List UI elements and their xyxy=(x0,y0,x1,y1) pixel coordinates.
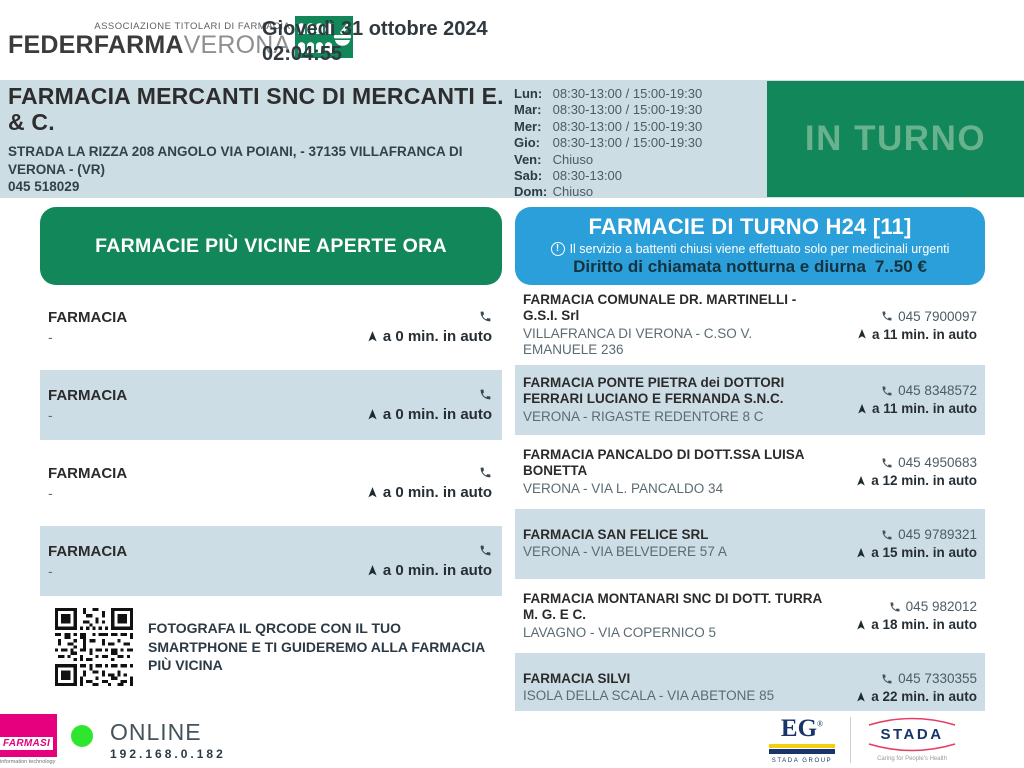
footer xyxy=(0,711,1024,768)
nearest-name: FARMACIA xyxy=(48,465,128,482)
duty-name: FARMACIA PONTE PIETRA dei DOTTORI FERRARI LUCIANO E FERNANDA S.N.C. xyxy=(523,374,785,407)
duty-address: LAVAGNO - VIA COPERNICO 5 xyxy=(523,624,717,640)
stada-logo xyxy=(866,717,958,762)
duty-phone-number: 045 4950683 xyxy=(898,455,977,471)
duty-address: VERONA - RIGASTE REDENTORE 8 C xyxy=(523,408,764,424)
day-times: 08:30-13:00 / 15:00-19:30 xyxy=(552,118,703,134)
stada-wordmark: STADA xyxy=(880,726,944,743)
day-label: Dom: xyxy=(514,184,548,200)
navigation-icon xyxy=(856,403,868,415)
duty-row xyxy=(515,437,985,507)
logo-tagline: ASSOCIAZIONE TITOLARI DI FARMACIA xyxy=(94,20,291,32)
drive-time: a 11 min. in auto xyxy=(871,401,977,417)
drive-time: a 11 min. in auto xyxy=(871,326,977,342)
nearest-name: FARMACIA xyxy=(48,387,128,404)
phone-icon xyxy=(881,385,893,397)
nearest-name: FARMACIA xyxy=(48,309,128,326)
drive-time: a 15 min. in auto xyxy=(871,545,977,561)
navigation-icon xyxy=(856,328,868,340)
pharmacy-phone: 045 518029 xyxy=(8,179,80,195)
stada-arc-top-icon xyxy=(866,717,958,726)
phone-icon xyxy=(881,673,893,685)
duty-name: FARMACIA MONTANARI SNC DI DOTT. TURRA M. G. E C. xyxy=(523,590,822,623)
navigation-icon xyxy=(855,475,867,487)
qr-section xyxy=(40,608,502,686)
eg-blue-bar xyxy=(769,749,835,754)
duty-row xyxy=(515,288,985,363)
duty-row xyxy=(515,581,985,651)
duty-row xyxy=(515,509,985,579)
nearest-panel xyxy=(40,207,502,686)
nearest-address: - xyxy=(48,563,53,579)
logo-brand xyxy=(8,32,290,58)
nearest-row xyxy=(40,292,502,362)
farmasi-wordmark: FARMASI xyxy=(2,738,51,749)
logo-divider xyxy=(850,717,851,763)
duty-phone-number: 045 7900097 xyxy=(898,308,977,324)
hours-row xyxy=(514,86,702,102)
day-times: 08:30-13:00 xyxy=(552,167,623,183)
hours-row xyxy=(514,168,702,184)
day-times: 08:30-13:00 / 15:00-19:30 xyxy=(552,102,703,118)
farmasi-logo-box xyxy=(0,714,57,757)
duty-panel xyxy=(515,207,985,725)
stada-tagline: Caring for People's Health xyxy=(877,756,947,762)
duty-notice xyxy=(551,242,950,256)
phone-icon xyxy=(881,310,893,322)
duty-name: FARMACIA SILVI xyxy=(523,670,631,686)
eg-subtitle: STADA GROUP xyxy=(771,757,833,764)
duty-row xyxy=(515,365,985,435)
status-badge xyxy=(767,81,1024,197)
duty-name: FARMACIA SAN FELICE SRL xyxy=(523,526,709,542)
day-times: Chiuso xyxy=(552,151,594,167)
nearest-address: - xyxy=(48,329,53,345)
eg-logo xyxy=(769,716,835,764)
phone-icon xyxy=(479,310,492,323)
brand-logos xyxy=(769,716,958,764)
duty-name: FARMACIA PANCALDO DI DOTT.SSA LUISA BONETTA xyxy=(523,446,804,479)
duty-address: VERONA - VIA L. PANCALDO 34 xyxy=(523,480,724,496)
drive-time: a 0 min. in auto xyxy=(382,561,492,579)
duty-name: FARMACIA COMUNALE DR. MARTINELLI - G.S.I. Srl xyxy=(523,292,797,324)
drive-time: a 0 min. in auto xyxy=(382,405,492,423)
day-label: Ven: xyxy=(514,151,542,167)
nearest-row xyxy=(40,370,502,440)
eg-wordmark: EG xyxy=(780,714,818,742)
pharmacy-info-band xyxy=(0,80,1024,198)
phone-icon xyxy=(479,388,492,401)
navigation-icon xyxy=(855,547,867,559)
qr-code xyxy=(55,608,133,686)
connection-status xyxy=(110,719,226,761)
stada-arc-bottom-icon xyxy=(866,743,958,752)
drive-time: a 12 min. in auto xyxy=(871,473,977,489)
day-label: Gio: xyxy=(514,135,540,151)
navigation-icon xyxy=(366,564,379,577)
nearest-name: FARMACIA xyxy=(48,543,128,560)
phone-icon xyxy=(889,601,901,613)
duty-fee-label: Diritto di chiamata notturna e diurna xyxy=(573,256,866,276)
qr-caption: FOTOGRAFA IL QRCODE CON IL TUO SMARTPHONE E TI GUIDEREMO ALLA FARMACIA PIÙ VICINA xyxy=(148,619,485,674)
duty-panel-title: FARMACIE DI TURNO H24 [11] xyxy=(588,214,912,240)
nearest-address: - xyxy=(48,485,53,501)
drive-time: a 0 min. in auto xyxy=(382,483,492,501)
ip-address: 192.168.0.182 xyxy=(110,746,226,761)
nearest-row xyxy=(40,448,502,518)
drive-time: a 22 min. in auto xyxy=(871,689,977,705)
online-status: ONLINE xyxy=(110,718,202,745)
phone-icon xyxy=(479,466,492,479)
farmasi-tagline: information technology xyxy=(0,759,56,765)
day-times: 08:30-13:00 / 15:00-19:30 xyxy=(552,86,703,101)
day-label: Mar: xyxy=(514,102,542,118)
eg-yellow-bar xyxy=(769,744,835,748)
header xyxy=(0,0,1024,80)
nearest-row xyxy=(40,526,502,596)
hours-row xyxy=(514,184,702,200)
nearest-panel-title: FARMACIE PIÙ VICINE APERTE ORA xyxy=(95,234,447,257)
time-text: 02:04:55 xyxy=(262,43,343,65)
opening-hours xyxy=(514,86,702,201)
duty-panel-header xyxy=(515,207,985,285)
navigation-icon xyxy=(855,691,867,703)
logo-brand-light: VERONA xyxy=(183,30,291,59)
duty-phone-number: 045 8348572 xyxy=(898,383,977,399)
day-times: 08:30-13:00 / 15:00-19:30 xyxy=(552,135,703,151)
logo-brand-bold: FEDERFARMA xyxy=(8,30,184,59)
nearest-address: - xyxy=(48,407,53,423)
duty-fee-amount: 7..50 € xyxy=(874,256,927,276)
duty-address: ISOLA DELLA SCALA - VIA ABETONE 85 xyxy=(523,688,775,704)
duty-fee xyxy=(573,257,927,277)
duty-notice-text: Il servizio a battenti chiusi viene effettuato solo per medicinali urgenti xyxy=(569,241,950,256)
navigation-icon xyxy=(366,330,379,343)
alert-icon: ! xyxy=(551,242,565,256)
navigation-icon xyxy=(366,408,379,421)
phone-icon xyxy=(479,544,492,557)
navigation-icon xyxy=(366,486,379,499)
phone-icon xyxy=(881,457,893,469)
day-label: Lun: xyxy=(514,86,543,101)
online-indicator-dot xyxy=(71,725,93,747)
status-text: IN TURNO xyxy=(804,119,987,158)
day-label: Mer: xyxy=(514,118,542,134)
duty-phone-number: 045 982012 xyxy=(905,599,977,615)
drive-time: a 18 min. in auto xyxy=(871,617,977,633)
duty-address: VERONA - VIA BELVEDERE 57 A xyxy=(523,544,727,560)
hours-row xyxy=(514,119,702,135)
duty-address: VILLAFRANCA DI VERONA - C.SO V. EMANUELE 236 xyxy=(523,325,753,358)
eg-registered-mark: ® xyxy=(817,719,824,729)
duty-phone-number: 045 7330355 xyxy=(898,671,977,687)
hours-row xyxy=(514,152,702,168)
farmasi-logo xyxy=(0,714,57,765)
pharmacy-address: STRADA LA RIZZA 208 ANGOLO VIA POIANI, - 37135 VILLAFRANCA DI VERONA - (VR) xyxy=(8,143,463,177)
hours-row xyxy=(514,135,702,151)
phone-icon xyxy=(881,529,893,541)
day-label: Sab: xyxy=(514,167,543,183)
hours-row xyxy=(514,102,702,118)
day-times: Chiuso xyxy=(552,184,594,200)
duty-phone-number: 045 9789321 xyxy=(898,527,977,543)
pharmacy-name: FARMACIA MERCANTI SNC DI MERCANTI E. & C. xyxy=(8,83,504,135)
datetime xyxy=(262,17,488,67)
date-text: Giovedì 31 ottobre 2024 xyxy=(262,18,488,40)
drive-time: a 0 min. in auto xyxy=(382,327,492,345)
navigation-icon xyxy=(855,619,867,631)
nearest-panel-header xyxy=(40,207,502,285)
